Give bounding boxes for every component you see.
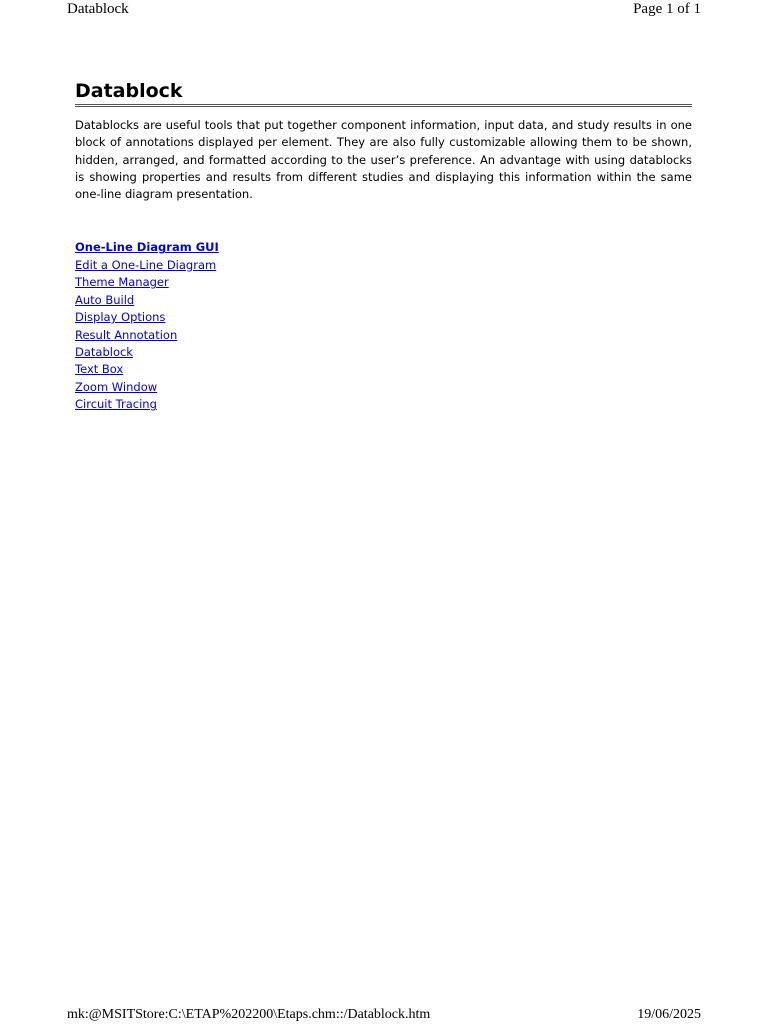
page-title: Datablock — [75, 79, 692, 107]
link-zoom-window[interactable]: Zoom Window — [75, 379, 158, 394]
link-auto-build[interactable]: Auto Build — [75, 292, 135, 307]
print-footer — [67, 1006, 701, 1026]
document-content — [75, 79, 692, 414]
link-display-options[interactable]: Display Options — [75, 310, 166, 325]
intro-paragraph: Datablocks are useful tools that put together component information, input data, and study results in one block of annotations displayed per element. They are also fully customizable allowing them to be shown, hidden, arranged, and formatted according to the user’s preference. An advantage with using datablocks is showing properties and results from different studies and displaying this information within the same one-line diagram presentation. — [75, 118, 692, 202]
print-header-page-number: Page 1 of 1 — [633, 1, 701, 17]
related-topics-list — [75, 239, 692, 413]
link-circuit-tracing[interactable]: Circuit Tracing — [75, 397, 157, 412]
link-edit-one-line-diagram[interactable]: Edit a One-Line Diagram — [75, 257, 217, 272]
link-one-line-diagram-gui[interactable]: One-Line Diagram GUI — [75, 240, 219, 255]
link-text-box[interactable]: Text Box — [75, 362, 124, 377]
print-header — [67, 0, 701, 20]
list-item — [75, 274, 692, 291]
list-item — [75, 396, 692, 413]
link-datablock[interactable]: Datablock — [75, 344, 133, 359]
print-footer-date: 19/06/2025 — [637, 1007, 701, 1022]
list-item — [75, 257, 692, 274]
print-header-title: Datablock — [67, 1, 129, 17]
list-item — [75, 361, 692, 378]
list-item — [75, 292, 692, 309]
list-item — [75, 309, 692, 326]
link-result-annotation[interactable]: Result Annotation — [75, 327, 178, 342]
list-item — [75, 344, 692, 361]
list-item — [75, 239, 692, 256]
link-theme-manager[interactable]: Theme Manager — [75, 275, 169, 290]
list-item — [75, 379, 692, 396]
print-footer-url: mk:@MSITStore:C:\ETAP%202200\Etaps.chm::/Datablock.htm — [67, 1007, 431, 1022]
list-item — [75, 327, 692, 344]
